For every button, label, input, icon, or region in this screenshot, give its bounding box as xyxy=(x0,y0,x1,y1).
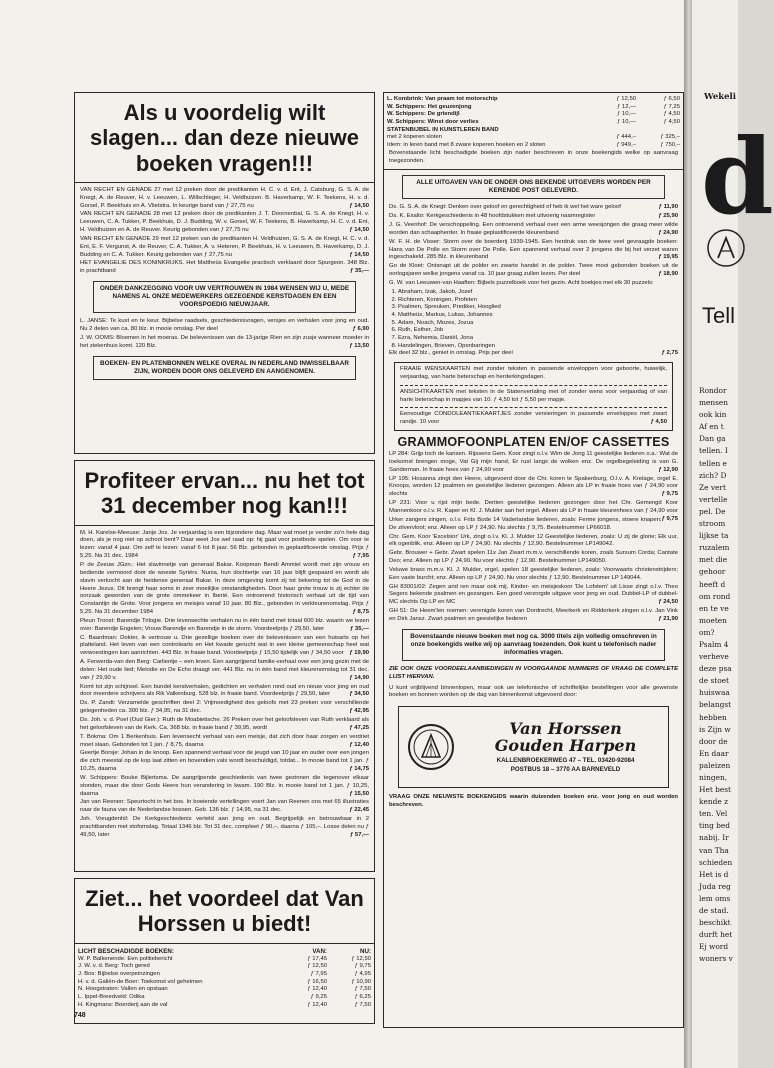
cards-box xyxy=(394,362,673,431)
right-page-line: woners v xyxy=(699,954,733,964)
book-item: Komt tot zijn schijnsel. Een bundel kerstverhalen, gedichten en verhalen rond oud en nieuw voor jong en oud door meerdere schrijvers als Rik Valkenburg. 528 blz. in fraaie band. Voordeelprijs ƒ 29,50, later ƒ 34,50 xyxy=(80,683,369,698)
book-price: ƒ 42,95 xyxy=(349,708,369,715)
ad-profiteer xyxy=(74,460,375,872)
right-page-line: heeft d xyxy=(699,579,726,589)
record-item: LP 284: Grijp toch de kansen. Rijssens Gem. Koor zingt o.l.v. Wim de Jong 11 geestelijke liederen o.a.: Wat de toekomst brengen moge, Vat Gij mijn hand, Er rust langs de wolken enz. De orgelbegeleiding is van G. Sanderman. In fraaie hoes van ƒ 24,90 voor ƒ 12,90 xyxy=(389,451,678,473)
right-page-line: Ej word xyxy=(699,942,729,952)
ad-profiteer-headline-box xyxy=(75,461,374,526)
right-page-emblem-icon xyxy=(706,228,746,268)
right-page-line: door de xyxy=(699,736,728,746)
col-nu: NU: xyxy=(360,947,371,955)
record-item: LP 231: Voor u rijst mijn bede. Dertien geestelijke liederen gezongen door het Chr. Gemengd Koor Mannenkoor o.l.v. R. Kaper en Kl. J. Mulder aan het orgel. Alleen als LP in fraaie kleurenhoes van ƒ 24,90 voor ƒ 9,75 xyxy=(389,500,678,522)
book-item: T. Bokma: Om 1 Berkenhuis. Een levensecht verhaal van een meisje, dat zich door haar zorgen en verdriet moet slaan. Gebonden tot 1 jan. ƒ 8,75, daarna ƒ 12,40 xyxy=(80,733,369,748)
right-page-line: pel. De xyxy=(699,506,726,516)
logo-text xyxy=(463,718,668,774)
reduced-box: Bovenstaande nieuwe boeken met nog ca. 3000 titels zijn volledig omschreven in onze boekengids welke wij op aanvraag toezenden. Ook kunt u telefonisch nader informaties vragen. xyxy=(402,629,665,661)
book-price: ƒ 2,75 xyxy=(661,350,678,357)
logo-line1: Van Horssen xyxy=(509,718,622,738)
right-page-line: zich? D xyxy=(699,470,727,480)
right-page-line: Psalm 4 xyxy=(699,639,729,649)
book-item: Joh. Vreugdenhil: De Kerkgeschiedenis verteld aan jong en oud. Begrijpelijk en betrouwbaar in 2 prachtbanden met stofomslag. Totaal 1346 blz. Tot 31 dec. compleet ƒ 90,–, daarna ƒ 105,–. Losse delen nu ƒ 49,50, later ƒ 57,— xyxy=(80,816,369,838)
ad-profiteer-books xyxy=(75,530,374,840)
card-item: FRAAIE WENSKAARTEN met zonder teksten in passende enveloppen voor geboorte, huwelijk, verjaardag, van harte beterschap en herderkingsdagen. xyxy=(400,366,667,380)
book-item: Jan van Reenen: Speurtocht in het bos. In boeiende vertellingen voert Jan van Reenen ons met 65 illustraties naar de fauna van de Nederlandse bossen. Geb. 136 blz. ƒ 14,95, na 31 dec. ƒ 22,45 xyxy=(80,799,369,814)
right-page-line: tellen. I xyxy=(699,446,728,456)
ad-slagen-headline: Als u voordelig wilt slagen... dan deze nieuwe boeken vragen!!! xyxy=(90,100,359,176)
book-item: Pleun Troost: Barendje Trilogie. Drie levensechte verhalen nu in één band met totaal 600 blz. waarin we lezen over: Barendje Engelen; Vrouw Barendje en Barendje in de storm. Voordeelprijs ƒ 29,50, later ƒ 35,— xyxy=(80,617,369,632)
ad-profiteer-headline: Profiteer ervan... nu het tot 31 december nog kan!!! xyxy=(84,468,365,519)
right-page-line: Af en t xyxy=(699,422,724,432)
record-item: Urker zangers zingen, o.l.v. Frits Bode 14 Vaderlandse liederen, zoals: Ferme jongens, stoere knapen; De zilvervloot; enz. Alleen op LP ƒ 24,90. Nu slechts ƒ 9,75. Bestelnummer LP66018. xyxy=(389,516,662,531)
book-item: P. de Zeeuw JGzn.: Het slavinnetje van generaal Bakar. Koopman Bendi Ammiel wordt met zijn vrouw en bediende vermoord door de woeste Syriërs. Nunia, hun dochtertje van 16 jaar blijft gespaard en wordt als slavin verkocht aan de heidense generaal Bakar. In deze omgeving komt zij tot bekering tot de God in de Heere Jezus. Dit brengt haar soms in zeer moeilijke omstandigheden. Door haar grote trouw is zij echter de oorzaak geworden van de grote ommekeer in Iberië. Een ontroerend historisch verhaal uit de tijd van Constantijn de Grote. Voor jongens en meisjes vanaf 10 jaar. 80 Blz., gebonden in verkleurenomslag. Prijs ƒ 5,25. Na 31 december 1984 ƒ 8,75 xyxy=(80,561,369,616)
book-price: ƒ 14,75 xyxy=(349,766,369,773)
right-page-line: om rond xyxy=(699,591,731,601)
record-item: Veluwe brass m.m.v. Kl. J. Mulder, orgel, spelen 18 geestelijke liederen, zoals: Voorwaarts christenstrijders; Een vaste burcht; enz. Alleen op LP ƒ 24,90. Nu voor slechts ƒ 12,90. Bestelnummer LP 149044. xyxy=(389,566,678,581)
right-page-line: stroom xyxy=(699,519,726,529)
logo-line2: Gouden Harpen xyxy=(494,735,637,755)
puzzle-list xyxy=(384,289,683,350)
records-headline: GRAMMOFOONPLATEN EN/OF CASSETTES xyxy=(397,435,670,450)
right-page-line: vertelle xyxy=(699,494,728,504)
list-item: 1. Abraham, Izak, Jakob, Jozef xyxy=(398,289,683,297)
right-page-line: belangst xyxy=(699,700,732,710)
list-item: 5. Adam, Noach, Mozes, Jozua xyxy=(398,320,683,328)
book-item: G. W. van Leeuwen-van Haaften: Bijbels puzzelboek voor het gezin. Acht boekjes met elk 30 puzzels: xyxy=(389,279,654,286)
right-page-line: mensen xyxy=(699,398,729,408)
right-page-header: Wekeli xyxy=(704,92,737,102)
table-row: STATENBIJBEL IN KUNSTLEREN BAND xyxy=(387,126,499,133)
ad-voordeel-headline: Ziet... het voordeel dat Van Horssen u biedt! xyxy=(85,886,364,937)
book-item: Ds. P. Zandt: Verzamelde geschriften deel 2: Vrijmoedigheid des geloofs met 23 preken voor verschillende gelegenheden ca. 300 blz. ƒ 34,95, na 31 dec. ƒ 42,95 xyxy=(80,700,369,715)
staten-note: Bovenstaande licht beschadigde boeken zijn nader beschreven in onze boekengids welke op aanvraag toegezonden. xyxy=(389,149,678,164)
right-page-line: hebben xyxy=(699,712,727,722)
list-item: 4. Mattheüs, Markus, Lukas, Johannes xyxy=(398,312,683,320)
order-line: U kunt vrijblijvend binnenlopen, maar ook uw telefonische of schriftelijke bestellingen voor alle gewenste boeken en bonnen worden op de dag van binnenkomst uitgevoerd door: xyxy=(389,684,678,699)
divider xyxy=(384,169,683,170)
records-list xyxy=(384,451,683,624)
right-page-line: beschikt xyxy=(699,918,731,928)
right-page-edge xyxy=(692,0,774,1068)
right-page-line: Dan ga xyxy=(699,434,726,444)
book-price: ƒ 8,75 xyxy=(352,609,369,616)
damaged-books-table xyxy=(75,948,374,1010)
logo-address: KALLENBROEKERWEG 47 – TEL. 03420-92084 xyxy=(496,757,635,765)
book-price: ƒ 25,90 xyxy=(658,213,678,220)
record-item: Gebr. Brouwer + Gebr. Zwart spelen 11x Jan Zwart m.m.v. verschillende koren, zoals Sursum Corda; Cantate Deo; enz. Alleen op LP ƒ 24,90. Nu voor slechts ƒ 12,90. Bestelnummer LP149050. xyxy=(389,550,678,565)
ad-slagen-books-2 xyxy=(75,318,374,350)
book-item: W. Schippers: Bouke Bijlertsma. De aangrijpende geschiedenis van twee gezinnen die tegenover elkaar stonden, maar die door Gods Heere hun verandering in kwam. 190 Blz. in mooie band tot 1 jan. ƒ 10,25, daarna ƒ 15,50 xyxy=(80,774,369,797)
right-page-line: deze psa xyxy=(699,664,732,674)
book-item: Geertje Borsje: Johan in de knoop. Een spannend verhaal voor de jeugd van 10 jaar en ouder over een jongen die zich meestal op de kop laat zitten en bovendien vals wordt beschuldigd, totdat... In mooie band tot 1 jan. ƒ 10,25, daarna ƒ 14,75 xyxy=(80,750,369,773)
list-item: 2. Richteren, Koningen, Profeten xyxy=(398,297,683,305)
right-page-line: Het best xyxy=(699,785,732,795)
book-price: ƒ 15,50 xyxy=(349,790,369,797)
table-row: J. W. v. d. Berg: Toch gered ƒ 12,50 ƒ 9,75 xyxy=(78,963,371,970)
divider xyxy=(400,385,667,386)
table-row: W. Schippers: Het geuzenjong ƒ 12,— ƒ 7,25 xyxy=(387,103,680,110)
right-page-text xyxy=(699,385,759,966)
list-item: 8. Handelingen, Brieven, Openbaringen xyxy=(398,343,683,351)
list-item: 3. Psalmen, Spreuken, Prediker, Hooglied xyxy=(398,304,683,312)
ad-right xyxy=(383,92,684,1028)
harp-emblem-icon xyxy=(407,723,455,771)
book-price: ƒ 14,50 xyxy=(349,202,369,209)
right-page-line: is Zijn w xyxy=(699,724,731,734)
right-page-line: van Tha xyxy=(699,845,729,855)
right-page-line: ting bed xyxy=(699,821,731,831)
right-page-big-letter: d xyxy=(701,115,774,238)
book-item: J. W. OOMS: Bloemen in het moeras. De belevenissen van de 13-jarige Rien en zijn zusje wanneer moeder in het ziekenhuis komt. 120 Blz. ƒ 13,50 xyxy=(80,334,369,349)
logo-postbus: POSTBUS 18 – 3770 AA BARNEVELD xyxy=(510,765,621,773)
ad-voordeel-headline-box xyxy=(75,879,374,944)
record-item: GH 51: De Heem'len roemen: verenigde koren van Dordrecht, Meerkerk en Ridderkerk zingen o.l.v. Jan Vink en Dirk Jansz. Zwart psalmen en geestelijke liederen ƒ 21,90 xyxy=(389,608,678,622)
left-column xyxy=(74,92,375,1024)
record-item: LP 195: Hosanna zingt den Heere, uitgevoerd door de Chr. koren te Spakenburg, O.l.v. A. Krelage, orgel E. Knoops, worden 12 psalmen en geestelijke liederen gezongen. Alleen als LP in fraaie hoes van ƒ 24,90 voor slechts ƒ 9,75 xyxy=(389,475,678,498)
book-item: Go de Kloet: Ontsnapt uit de polder en zwarte handel in de polder. Twee mooi gebonden boeken uit de oorlogsjaren welke jongens vanaf ca. 10 jaar graag zullen lezen. Per deel ƒ 18,90 xyxy=(389,263,678,278)
top-price-list xyxy=(384,96,683,150)
right-page-line: lem oms xyxy=(699,893,731,903)
book-price: ƒ 18,90 xyxy=(658,271,678,278)
book-price: ƒ 24,90 xyxy=(658,229,678,236)
book-price: ƒ 13,50 xyxy=(349,342,369,349)
table-row: H. Kingmans: Boerderij aan de val ƒ 12,40 ƒ 7,50 xyxy=(78,1001,371,1008)
right-page-line: paleizen xyxy=(699,760,731,770)
book-price: ƒ 19,95 xyxy=(658,254,678,261)
col-van: VAN: xyxy=(312,947,327,955)
footer-line: VRAAG ONZE NIEUWSTE BOEKENGIDS waarin duizenden boeken enz. voor jong en oud worden beschreven. xyxy=(389,794,678,809)
book-item: J. G. Veenhof: De verschoppeling. Een ontroerend verhaal over een arme weesjongen die graag meer wilde worden dan schaapherder. In fraaie geplastificeerde kleurenband ƒ 24,90 xyxy=(389,222,678,236)
van-horssen-logo-box xyxy=(398,706,669,788)
book-item: C. Baardman: Dokter, ik vertrouw u. Drie gezellige boeken over de belevenissen van een huisarts op het platteland. Het leven van een controlearts en Het kwade gerucht wat in een kleine gemeenschap heel wat verwoestingen kan aanrichten. 443 Blz. in fraaie band. Voordeelprijs ƒ 15,50 tijdelijk van ƒ 34,50 voor ƒ 19,90 xyxy=(80,634,369,657)
book-price: ƒ 19,90 xyxy=(349,650,369,657)
book-price: ƒ 14,50 xyxy=(349,227,369,234)
right-page-line: durft het xyxy=(699,930,733,940)
right-page-line: met die xyxy=(699,555,728,565)
book-price: ƒ 6,90 xyxy=(352,326,369,333)
list-item: 7. Ezra, Nehemia, Daniël, Jona xyxy=(398,335,683,343)
right-page-line: ook kin xyxy=(699,410,727,420)
puzzle-price-line: Elk deel 32 blz., geniet in omslag. Prijs per deel ƒ 2,75 xyxy=(389,350,678,357)
ad-voordeel xyxy=(74,878,375,1024)
book-item: L. JANSE: Te kust en te keur. Bijbelse raadsels, geschiedenisvragen, versjes en verhalen voor jong en oud. Nu 2 delen van ca. 80 blz. in mooie omslag. Per deel ƒ 6,90 xyxy=(80,318,369,333)
right-page-line: Juda reg xyxy=(699,881,731,891)
right-page-line: huiswaa xyxy=(699,688,730,698)
list-item: 6. Ruth, Esther, Job xyxy=(398,327,683,335)
right-page-line: Rondor xyxy=(699,386,727,395)
bonnen-box: BOEKEN- EN PLATENBONNEN WELKE OVERAL IN NEDERLAND INWISSELBAAR ZIJN, WORDEN DOOR ONS GELEVERD EN AANGENOMEN. xyxy=(93,356,356,380)
right-page-line: schieden xyxy=(699,857,733,867)
table-row: Idem: in leren band met 8 zware koperen hoeken en 2 sloten ƒ 949,– ƒ 750,– xyxy=(387,142,680,149)
book-price: ƒ 14,90 xyxy=(349,674,369,681)
table-row: L. Kombrink: Van praam tot motorschip ƒ 12,50 ƒ 6,50 xyxy=(387,96,680,102)
table-row: H. v. d. Galiën-de Boer: Toekomst vol geheimen ƒ 16,50 ƒ 10,90 xyxy=(78,978,371,985)
book-item: Ds. K. Exalto: Kerkgeschiedenis in 48 hoofdstukken met uitvoerig naamregister ƒ 25,90 xyxy=(389,213,678,220)
book-price: ƒ 11,90 xyxy=(658,204,678,211)
uitgaven-box: ALLE UITGAVEN VAN DE ONDER ONS BEKENDE UITGEVERS WORDEN PER KERENDE POST GELEVERD. xyxy=(402,175,665,199)
right-page-line: verheve xyxy=(699,652,729,662)
right-page-line: gehoor xyxy=(699,567,726,577)
book-price: ƒ 22,45 xyxy=(349,807,369,814)
book-price: ƒ 12,40 xyxy=(349,741,369,748)
table-row: W. P. Balkenende: Een politiebericht ƒ 17,45 ƒ 12,50 xyxy=(78,955,371,962)
book-item: VAN RECHT EN GENADE 27 met 12 preken door de predikanten H. C. v. d. Ent, J. Catsburg, G. S. A. de Knegt, A. de Reuver, H. v. Leeuwen, L. Willschleger, H. Veldhuizen. B. Haverkamp, W. F. Teekens, H. v. d. Gorsel, P. Beekhuis en A. Vlietstra. In keurige band van ƒ 27,75 nu ƒ 14,50 xyxy=(80,186,369,209)
ad-slagen-books xyxy=(75,187,374,276)
record-item: Chr. Gem. Koor 'Excelsior' Urk, zingt o.l.v. Kl. J. Mulder 12 Geestelijke liederen, zoals: U zij de glorie; Elk uur, elk ogenblik, enz. Alleen op LP ƒ 24,90. Nu slechts ƒ 12,90. Bestelnummer LP149042. xyxy=(389,533,678,548)
table-row: met 2 koperen sloten ƒ 444,– ƒ 325,– xyxy=(387,134,680,141)
right-page-line: en te ve xyxy=(699,603,729,613)
book-price: ƒ 14,50 xyxy=(349,251,369,258)
divider xyxy=(400,407,667,408)
right-column xyxy=(383,92,684,1028)
right-page-line: kende z xyxy=(699,797,728,807)
table-row: N. Hoogstraten: Vallen en opstaan ƒ 12,40 ƒ 7,50 xyxy=(78,986,371,993)
table-row: W. Schippers: Winst door verlies ƒ 10,— ƒ 4,50 xyxy=(387,119,680,126)
book-price: ƒ 7,95 xyxy=(352,553,369,560)
right-page-line: moeten xyxy=(699,615,727,625)
table-title: LICHT BESCHADIGDE BOEKEN: xyxy=(78,947,174,955)
book-spine xyxy=(684,0,692,1068)
right-page-line: ten. Vel xyxy=(699,809,728,819)
right-page-line: Ze vert xyxy=(699,482,726,492)
ad-slagen-headline-box xyxy=(75,93,374,183)
page-number: 748 xyxy=(74,1012,86,1019)
book-item: Ds. G. S. A. de Knegt: Denken over geloof en gerechtigheid of heb ik wel het ware geloof ƒ 11,90 xyxy=(389,204,678,211)
card-item: ANSICHTKAARTEN met teksten in de Statenvertaling met of zonder wens voor verjaardag of van harte beterschap in mapjes van 10. ƒ 4,50 tot ƒ 5,50 per mapje. xyxy=(400,388,667,403)
right-page-line: En daar xyxy=(699,748,729,758)
table-row: L. Ippel-Breedveld: Odika ƒ 9,25 ƒ 6,25 xyxy=(78,994,371,1001)
right-page-line: ruzalem xyxy=(699,543,730,553)
right-page-line: tellen e xyxy=(699,458,727,468)
right-page-line: de stoet xyxy=(699,676,730,686)
book-item: HET EVANGELIE DES KONINKRIJKS. Het Mattheüs Evangelie practisch verklaard door Spurgeon. 348 Blz. in prachtband ƒ 35,— xyxy=(80,260,369,275)
right-page-line: de stad. xyxy=(699,906,729,916)
book-price: ƒ 35,— xyxy=(350,268,369,275)
book-item: M. H. Karelse-Meeuse: Janje Jos. Je verjaardag is een bijzondere dag. Maar wat moet je verder zo'n hele dag doen, als je nog niet op school bent? Daar weet Jos wel raad op: hij gaat voor postbode spelen. Om voor te lezen: vanaf 4 jaar. Om zelf te lezen: vanaf 6 tot 8 jaar. 56 Blz. gebonden in geplastificeerde omslag. Prijs ƒ 5,25. Na 31 dec. 1984 ƒ 7,95 xyxy=(80,529,369,560)
gids-line: ZIE OOK ONZE VOORDEELAANBIEDINGEN IN VOORGAANDE NUMMERS OF VRAAG DE COMPLETE LIJST HIERVAN. xyxy=(389,665,678,680)
book-item: VAN RECHT EN GENADE 29 met 12 preken van de predikanten H. Veldhuizen, G. S. A. de Knegt, H. C. v. d. Ent, E. F. Vergunst, A. de Reuver, C. A. Tukker, A. v. Heteren, P. Beekhuis, H. v. Leeuwen, B. Haverkamp, D. J. Budding en C. A. Tukker. Keurig gebonden van ƒ 27,75 nu ƒ 14,50 xyxy=(80,235,369,258)
table-row: W. Schippers: De griendijl ƒ 10,— ƒ 4,50 xyxy=(387,111,680,118)
table-row: J. Bos: Bijbelse overpeinzingen ƒ 7,95 ƒ 4,95 xyxy=(78,971,371,977)
record-item: GH 83001/02: Zegen and ren maar ook mij. Kinder- en meisjeskoor 'De Lofstem' uit Lisse zingt o.l.v. Theo Segers bekende psalmen en gezangen. Een goed verzorgde uitgave voor jong en oud. Dubbel-LP of dubbel-MC slechts Op LP en MC ƒ 24,50 xyxy=(389,583,678,606)
right-page-line: ningen, xyxy=(699,773,728,782)
book-item: W. F. H. de Visser: Storm over de boerderij 1939-1945. Een herdruk van de twee veel gevraagde boeken: Hans van De Polle en Storm over De Polle. Een spannend verhaal over 2 jongens die bij het verzet waren ingeschakeld. 285 Blz. in kleurenband ƒ 19,95 xyxy=(389,238,678,261)
right-page-line: om? xyxy=(699,627,715,637)
book-price: ƒ 35,— xyxy=(350,625,369,632)
right-page-line: lijkse ta xyxy=(699,531,729,541)
table-header-row xyxy=(75,948,374,956)
book-item: Ds. Joh. v. d. Poel (Oud Gier.): Ruth de Moabietische. 26 Preken over het geloofsleven van Ruth verklaard als het geloofsleven van de Kerk. Ca. 368 blz. in fraaie band ƒ 39,95, wordt ƒ 47,25 xyxy=(80,717,369,731)
book-price: ƒ 34,50 xyxy=(349,691,369,698)
card-item: Eenvoudige CONDOLEANTIEKAARTJES zonder versieringen in passende enveloppes met zwart randje. 10 voor ƒ 4,50 xyxy=(400,411,667,426)
right-books xyxy=(384,204,683,287)
right-page-line: nabij. Ir xyxy=(699,833,729,843)
book-item: VAN RECHT EN GENADE 28 met 12 preken door de predikanten J. T. Doornenbal, G. S. A. de Knegt, H. v. Leeuwen, C. A. Tukker, P. Beekhuis, D. J. Budding, W. v. Gorsel, W. F. Teekens, B. Haverkamp, H. C. v. d. Ent, H. Veldhuizen en A. de Reuver. Keurig gebonden van ƒ 27,75 nu ƒ 14,50 xyxy=(80,211,369,234)
ad-slagen xyxy=(74,92,375,454)
book-price: ƒ 47,25 xyxy=(349,724,369,731)
book-price: ƒ 57,— xyxy=(350,831,369,838)
right-page-line: Het is d xyxy=(699,869,729,879)
thanks-box: ONDER DANKZEGGING VOOR UW VERTROUWEN IN 1984 WENSEN WIJ U, MEDE NAMENS AL ONZE MEDEWERKERS GEZEGENDE KERSTDAGEN EN EEN VOORSPOEDIG NIEUWJAAR. xyxy=(93,281,356,313)
book-item: A. Ferwerda-van den Berg: Carlientje – een leven. Een aangrijpend familie-verhaal over een jong gezin met de delen: Het oude lied; Melodie en De Echo draagt ver. 441 Blz. nu in één band met kleurenomslag tot 31 dec. van ƒ 29,90 v. ƒ 14,90 xyxy=(80,659,369,681)
right-page-tell: Tell xyxy=(702,303,736,328)
